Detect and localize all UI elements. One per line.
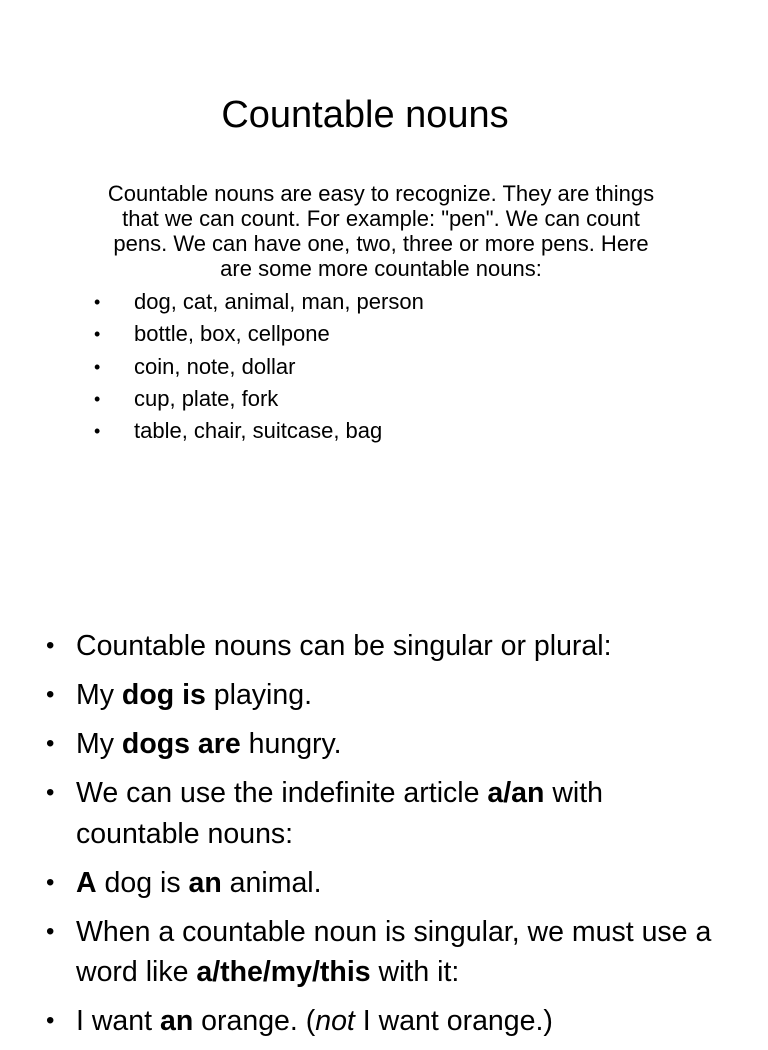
bullet-icon: • [46, 632, 55, 659]
bullet-icon: • [94, 324, 101, 345]
bold-text: A [76, 866, 97, 899]
rule-text: My [76, 679, 122, 711]
bold-text: dogs are [121, 728, 241, 760]
rule-text: playing. [205, 679, 312, 711]
bullet-icon: • [46, 681, 55, 708]
list-item-text: table, chair, suitcase, bag [134, 418, 383, 444]
rule-item [46, 675, 726, 716]
list-item [92, 286, 424, 318]
bullet-icon: • [94, 356, 101, 377]
list-item-text: cup, plate, fork [134, 385, 279, 411]
bullet-icon: • [94, 292, 101, 312]
rule-text: with countable nouns: [76, 777, 604, 850]
rule-item [46, 724, 726, 765]
bullet-icon: • [94, 421, 101, 442]
countable-nouns-rules-list [46, 626, 726, 1050]
list-item [92, 415, 424, 447]
slide-title: Countable nouns [221, 94, 509, 136]
bold-text: an [159, 1005, 194, 1037]
rule-item [46, 1001, 726, 1042]
rule-text: We can use the indefinite article [76, 777, 488, 809]
bullet-icon: • [46, 779, 55, 806]
bullet-icon: • [46, 868, 55, 896]
bullet-icon: • [94, 388, 101, 409]
bold-text: a/an [487, 777, 545, 809]
bullet-icon: • [46, 730, 55, 757]
countable-nouns-examples-list [92, 286, 424, 447]
rule-text: with it: [370, 956, 460, 988]
rule-text: orange. ( [193, 1005, 316, 1037]
list-item-text: bottle, box, cellpone [134, 321, 330, 347]
list-item [92, 351, 424, 383]
rule-text: I want [76, 1005, 160, 1037]
rule-text: My [76, 728, 122, 760]
bullet-icon: • [46, 917, 55, 945]
bullet-icon: • [46, 1007, 55, 1034]
rule-item [46, 626, 726, 667]
rule-text: hungry. [240, 728, 342, 760]
list-item [92, 318, 424, 350]
rule-text: Countable nouns can be singular or plural: [76, 630, 612, 662]
rule-item [46, 863, 726, 904]
italic-text: not [315, 1005, 355, 1037]
rule-text: When a countable noun is singular, we must use a word like [76, 915, 712, 988]
intro-paragraph: Countable nouns are easy to recognize. They are things that we can count. For example: "pen". We can count pens. We can have one, two, three or more pens. Here are some more countable nouns: [107, 181, 655, 281]
list-item [92, 383, 424, 415]
rule-text: animal. [221, 866, 322, 899]
list-item-text: dog, cat, animal, man, person [134, 289, 424, 314]
rule-item [46, 912, 726, 993]
bold-text: dog is [121, 679, 206, 711]
bold-text: an [188, 866, 222, 899]
list-item-text: coin, note, dollar [134, 353, 296, 379]
rule-text: I want orange.) [354, 1005, 553, 1037]
rule-text: dog is [96, 866, 189, 899]
rule-item [46, 773, 726, 854]
bold-text: a/the/my/this [196, 956, 371, 988]
